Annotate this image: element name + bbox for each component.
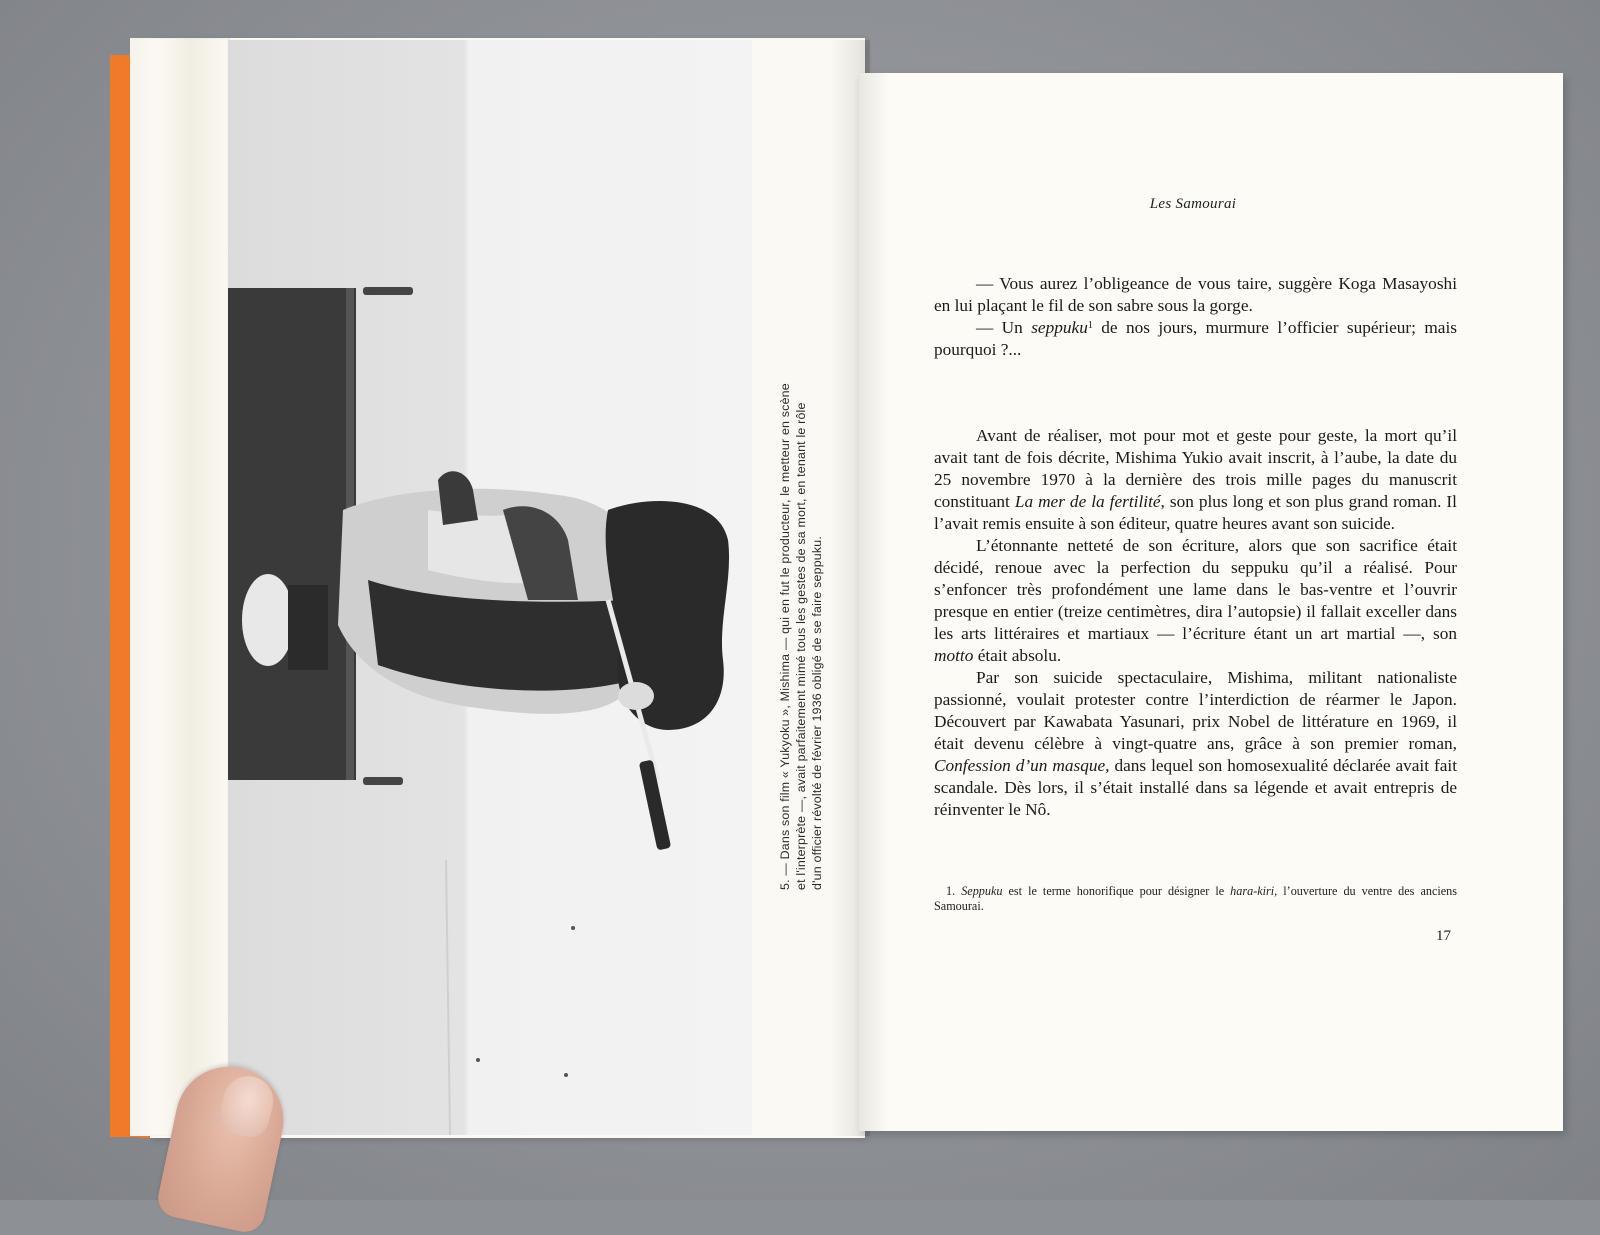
running-head: Les Samourai xyxy=(1149,196,1237,212)
caption-line: et l'interprète —, avait parfaitement mimé tous les gestes de sa mort, en tenant le rôle xyxy=(794,402,808,890)
caption-line: d'un officier révolté de février 1936 obligé de se faire seppuku. xyxy=(810,535,824,890)
paragraph: L’étonnante netteté de son écriture, alors que son sacrifice était décidé, renoue avec la perfection du seppuku qu’il a réalisé. Pour s’enfoncer très profondément une lame dans le bas-ventre et l’ouvrir presque en entier (treize centimètres, dira l’autopsie) il fallait exceller dans les arts littéraires et martiaux — l’écriture étant un art martial —, son motto était absolu. xyxy=(934,536,1457,665)
paragraph: — Un seppuku$^1$ de nos jours, murmure l’officier supérieur; mais pourquoi ?... xyxy=(934,318,1457,359)
page-number: 17 xyxy=(1436,928,1451,944)
footnote: 1. Seppuku est le terme honorifique pour désigner le hara-kiri, l’ouverture du ventre des anciens Samourai. xyxy=(934,884,1458,913)
photograph xyxy=(228,40,752,1135)
paragraph: Par son suicide spectaculaire, Mishima, militant nationaliste passionné, voulait protester contre l’interdiction de réarmer le Japon. Découvert par Kawabata Yasunari, prix Nobel de littérature en 1969, il était devenu célèbre à vingt-quatre ans, grâce à son premier roman, Confession d’un masque, dans lequel son homosexualité déclarée avait fait scandale. Dès lors, il s’était installé dans sa légende et avait entrepris de réinventer le Nô. xyxy=(934,668,1458,819)
photograph-figure-kimono-sword-icon xyxy=(228,40,752,1135)
photo-caption xyxy=(777,300,825,890)
page-edges xyxy=(130,38,230,1136)
caption-line: 5. — Dans son film « Yukyoku », Mishima — qui en fut le producteur, le metteur en scène xyxy=(778,383,792,890)
main-text-block xyxy=(934,425,1457,821)
right-gutter-shadow xyxy=(859,73,889,1131)
paragraph: — Vous aurez l’obligeance de vous taire, suggère Koga Masayoshi en lui plaçant le fil de son sabre sous la gorge. xyxy=(934,274,1457,315)
dialog-block xyxy=(934,273,1457,361)
paragraph: Avant de réaliser, mot pour mot et geste pour geste, la mort qu’il avait tant de fois décrite, Mishima Yukio avait inscrit, à l’aube, la date du 25 novembre 1970 à la dernière des trois mille pages du manuscrit constituant La mer de la fertilité, son plus long et son plus grand roman. Il l’avait remis ensuite à son éditeur, quatre heures avant son suicide. xyxy=(934,426,1457,533)
